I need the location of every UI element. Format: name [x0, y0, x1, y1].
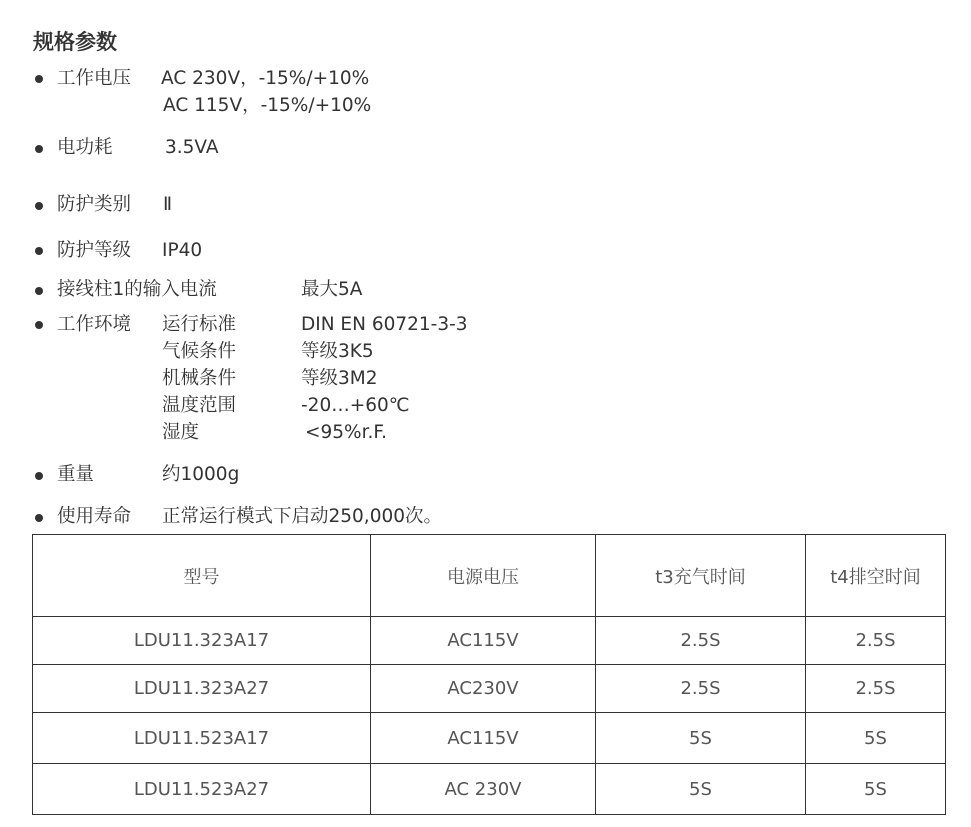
table-row — [33, 713, 946, 764]
env-value: 等级3K5 — [301, 341, 374, 362]
cell-model: LDU11.523A17 — [33, 713, 371, 764]
spec-label-weight: 重量 — [57, 464, 95, 485]
spec-label-environment: 工作环境 — [57, 314, 132, 335]
bullet-dot — [35, 514, 43, 522]
cell-t3: 2.5S — [596, 617, 806, 665]
cell-model: LDU11.523A27 — [33, 764, 371, 815]
env-key: 气候条件 — [162, 341, 237, 362]
cell-t4: 2.5S — [806, 665, 946, 713]
bullet-dot — [35, 247, 43, 255]
header-t3-fill-time: t3充气时间 — [596, 535, 806, 617]
cell-voltage: AC 230V — [371, 764, 596, 815]
cell-t4: 5S — [806, 713, 946, 764]
spec-label-protection-rating: 防护等级 — [57, 240, 132, 261]
bullet-dot — [35, 472, 43, 480]
table-row — [33, 665, 946, 713]
env-value: DIN EN 60721-3-3 — [301, 314, 468, 335]
bullet-dot — [35, 75, 43, 83]
header-model: 型号 — [33, 535, 371, 617]
spec-label-lifetime: 使用寿命 — [57, 506, 132, 527]
spec-value-lifetime: 正常运行模式下启动250,000次。 — [162, 506, 443, 527]
spec-label-voltage: 工作电压 — [57, 68, 132, 89]
env-value: <95%r.F. — [305, 422, 387, 443]
spec-label-terminal-current: 接线柱1的输入电流 — [57, 279, 217, 300]
env-key: 运行标准 — [162, 314, 237, 335]
bullet-dot — [35, 321, 43, 329]
header-supply-voltage: 电源电压 — [371, 535, 596, 617]
cell-t3: 5S — [596, 764, 806, 815]
cell-t4: 2.5S — [806, 617, 946, 665]
table-header-row — [33, 535, 946, 617]
table-row — [33, 764, 946, 815]
cell-model: LDU11.323A17 — [33, 617, 371, 665]
spec-value-protection-rating: IP40 — [162, 240, 203, 261]
env-key: 机械条件 — [162, 368, 237, 389]
spec-value-power: 3.5VA — [165, 137, 219, 158]
spec-value-voltage-230: AC 230V，-15%/+10% — [161, 68, 370, 89]
header-t4-vent-time: t4排空时间 — [806, 535, 946, 617]
env-value: -20…+60℃ — [301, 395, 410, 416]
spec-value-weight: 约1000g — [162, 464, 240, 485]
spec-label-power: 电功耗 — [57, 137, 113, 158]
cell-t3: 2.5S — [596, 665, 806, 713]
spec-value-protection-class: Ⅱ — [163, 194, 173, 215]
cell-voltage: AC115V — [371, 617, 596, 665]
table-row — [33, 617, 946, 665]
spec-value-voltage-115: AC 115V，-15%/+10% — [163, 95, 372, 116]
cell-t4: 5S — [806, 764, 946, 815]
spec-value-terminal-current: 最大5A — [301, 279, 363, 300]
env-key: 温度范围 — [162, 395, 237, 416]
bullet-dot — [35, 202, 43, 210]
env-key: 湿度 — [162, 422, 200, 443]
bullet-dot — [35, 287, 43, 295]
bullet-dot — [35, 145, 43, 153]
page-title: 规格参数 — [33, 30, 117, 54]
cell-voltage: AC230V — [371, 665, 596, 713]
env-value: 等级3M2 — [301, 368, 378, 389]
model-table — [32, 534, 946, 815]
cell-model: LDU11.323A27 — [33, 665, 371, 713]
cell-t3: 5S — [596, 713, 806, 764]
cell-voltage: AC115V — [371, 713, 596, 764]
spec-label-protection-class: 防护类别 — [57, 194, 132, 215]
